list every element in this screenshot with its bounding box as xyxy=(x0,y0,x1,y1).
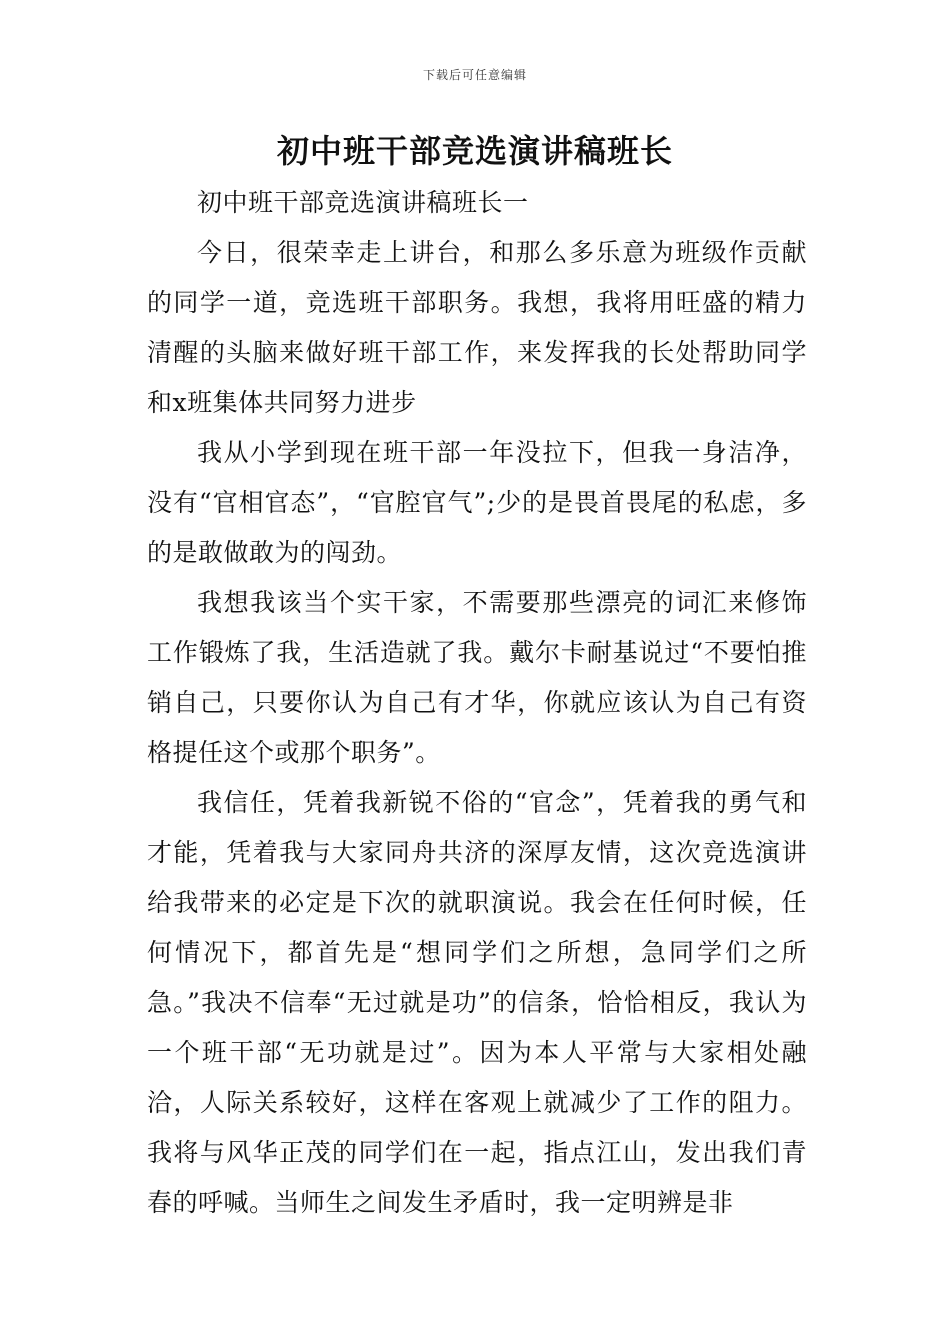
paragraph: 我想我该当个实干家，不需要那些漂亮的词汇来修饰工作锻炼了我，生活造就了我。戴尔卡耐基说过“不要怕推销自己，只要你认为自己有才华，你就应该认为自己有资格提任这个或那个职务”。 xyxy=(147,588,807,767)
header-note: 下载后可任意编辑 xyxy=(422,68,527,82)
paragraph: 今日，很荣幸走上讲台，和那么多乐意为班级作贡献的同学一道，竞选班干部职务。我想，我将用旺盛的精力清醒的头脑来做好班干部工作，来发挥我的长处帮助同学和x班集体共同努力进步 xyxy=(147,238,807,417)
paragraph: 我从小学到现在班干部一年没拉下，但我一身洁净，没有“官相官态”，“官腔官气”;少的是畏首畏尾的私虑，多的是敢做敢为的闯劲。 xyxy=(147,438,807,567)
document-title: 初中班干部竞选演讲稿班长 xyxy=(276,132,673,170)
paragraph: 我信任，凭着我新锐不俗的“官念”，凭着我的勇气和才能，凭着我与大家同舟共济的深厚友情，这次竞选演讲给我带来的必定是下次的就职演说。我会在任何时候，任何情况下，都首先是“想同学们之所想，急同学们之所急。”我决不信奉“无过就是功”的信条，恰恰相反，我认为一个班干部“无功就是过”。因为本人平常与大家相处融洽，人际关系较好，这样在客观上就减少了工作的阻力。我将与风华正茂的同学们在一起，指点江山，发出我们青春的呼喊。当师生之间发生矛盾时，我一定明辨是非 xyxy=(147,788,807,1217)
document-subtitle: 初中班干部竞选演讲稿班长一 xyxy=(197,188,529,217)
document-body xyxy=(147,178,807,1228)
